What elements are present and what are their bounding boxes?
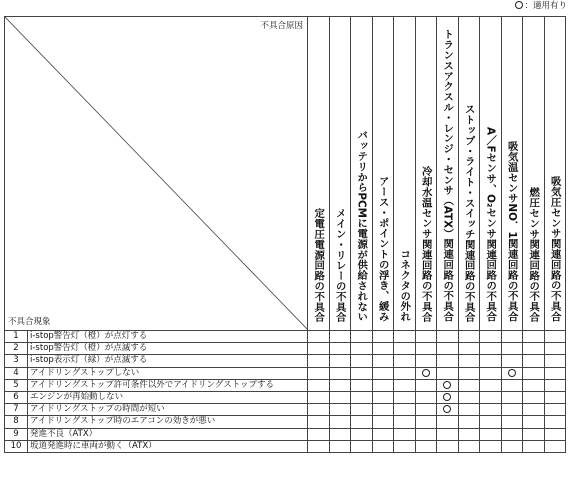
table-row — [5, 355, 566, 367]
mark-cell — [480, 331, 502, 343]
symptom-text: 坂道発進時に車両が動く（ATX） — [28, 440, 308, 452]
mark-cell — [394, 404, 416, 416]
mark-cell — [372, 331, 394, 343]
cause-label-text: 吸気温センサNO．1関連回路の不具合 — [505, 141, 518, 322]
mark-cell — [351, 367, 373, 379]
mark-cell — [437, 331, 459, 343]
cause-header-12 — [544, 17, 566, 331]
mark-cell — [458, 367, 480, 379]
mark-cell — [480, 404, 502, 416]
mark-cell — [437, 391, 459, 403]
table-row — [5, 404, 566, 416]
table-row — [5, 331, 566, 343]
row-number: 4 — [5, 367, 28, 379]
mark-cell — [501, 331, 523, 343]
mark-cell — [458, 404, 480, 416]
mark-cell — [351, 428, 373, 440]
mark-cell — [480, 343, 502, 355]
mark-cell — [394, 428, 416, 440]
row-number: 2 — [5, 343, 28, 355]
mark-cell — [415, 343, 437, 355]
row-number: 6 — [5, 391, 28, 403]
mark-cell — [308, 404, 330, 416]
mark-cell — [501, 391, 523, 403]
mark-cell — [458, 440, 480, 452]
mark-cell — [458, 416, 480, 428]
row-number: 8 — [5, 416, 28, 428]
cause-label-text: アース・ポイントの浮き、緩み — [376, 176, 389, 322]
row-number: 3 — [5, 355, 28, 367]
mark-cell — [458, 331, 480, 343]
mark-cell — [394, 440, 416, 452]
mark-cell — [501, 440, 523, 452]
symptom-text: 発進不良（ATX） — [28, 428, 308, 440]
mark-cell — [329, 367, 351, 379]
mark-cell — [544, 404, 566, 416]
cause-header-9 — [480, 17, 502, 331]
mark-cell — [480, 416, 502, 428]
cause-header-2 — [329, 17, 351, 331]
mark-cell — [523, 343, 545, 355]
table-row — [5, 367, 566, 379]
symptom-text: アイドリングストップしない — [28, 367, 308, 379]
circle-icon — [515, 1, 523, 9]
mark-cell — [329, 428, 351, 440]
mark-cell — [308, 343, 330, 355]
mark-cell — [437, 355, 459, 367]
mark-cell — [523, 416, 545, 428]
mark-cell — [437, 428, 459, 440]
cause-header-4 — [372, 17, 394, 331]
applicable-circle-icon — [422, 369, 430, 377]
mark-cell — [372, 355, 394, 367]
mark-cell — [480, 440, 502, 452]
mark-cell — [415, 367, 437, 379]
mark-cell — [544, 355, 566, 367]
applicable-circle-icon — [508, 369, 516, 377]
diagonal-header-cell — [5, 17, 308, 331]
mark-cell — [415, 416, 437, 428]
table-row — [5, 440, 566, 452]
row-number: 10 — [5, 440, 28, 452]
mark-cell — [394, 379, 416, 391]
mark-cell — [501, 379, 523, 391]
mark-cell — [523, 355, 545, 367]
applicable-circle-icon — [443, 381, 451, 389]
mark-cell — [523, 440, 545, 452]
mark-cell — [372, 404, 394, 416]
mark-cell — [458, 391, 480, 403]
mark-cell — [329, 391, 351, 403]
cause-label-text: A／Fセンサ、O₂センサ関連回路の不具合 — [484, 127, 497, 322]
cause-header-1 — [308, 17, 330, 331]
issue-label: 不具合現象 — [8, 317, 51, 327]
mark-cell — [329, 379, 351, 391]
mark-cell — [501, 404, 523, 416]
mark-cell — [480, 379, 502, 391]
symptom-text: アイドリングストップ許可条件以外でアイドリングストップする — [28, 379, 308, 391]
cause-label-text: 定電圧電源回路の不具合 — [312, 207, 325, 322]
mark-cell — [372, 379, 394, 391]
mark-cell — [308, 391, 330, 403]
mark-cell — [458, 343, 480, 355]
mark-cell — [458, 428, 480, 440]
mark-cell — [308, 379, 330, 391]
table-row — [5, 343, 566, 355]
legend-text: ：適用有り — [524, 1, 567, 11]
diagonal-line — [5, 17, 308, 330]
table-row — [5, 428, 566, 440]
cause-header-6 — [415, 17, 437, 331]
mark-cell — [329, 355, 351, 367]
mark-cell — [544, 343, 566, 355]
mark-cell — [458, 355, 480, 367]
mark-cell — [523, 367, 545, 379]
cause-label: 不具合原因 — [260, 21, 303, 31]
mark-cell — [308, 428, 330, 440]
mark-cell — [501, 367, 523, 379]
mark-cell — [480, 391, 502, 403]
mark-cell — [308, 440, 330, 452]
symptom-text: アイドリングストップの時間が短い — [28, 404, 308, 416]
mark-cell — [544, 367, 566, 379]
mark-cell — [523, 391, 545, 403]
row-number: 5 — [5, 379, 28, 391]
mark-cell — [437, 404, 459, 416]
cause-label-text: コネクタの外れ — [398, 249, 411, 322]
mark-cell — [544, 379, 566, 391]
mark-cell — [523, 428, 545, 440]
symptom-text: エンジンが再始動しない — [28, 391, 308, 403]
mark-cell — [544, 331, 566, 343]
cause-label-text: ストップ・ライト・スイッチ関連回路の不具合 — [462, 103, 475, 322]
row-number: 9 — [5, 428, 28, 440]
mark-cell — [415, 379, 437, 391]
mark-cell — [394, 391, 416, 403]
mark-cell — [501, 428, 523, 440]
cause-header-11 — [523, 17, 545, 331]
symptom-text: i-stop表示灯（緑）が点滅する — [28, 355, 308, 367]
cause-header-5 — [394, 17, 416, 331]
cause-label-text: 燃圧センサ関連回路の不具合 — [527, 186, 540, 322]
mark-cell — [351, 355, 373, 367]
mark-cell — [480, 355, 502, 367]
mark-cell — [372, 391, 394, 403]
mark-cell — [437, 379, 459, 391]
table-row — [5, 379, 566, 391]
row-number: 1 — [5, 331, 28, 343]
mark-cell — [480, 428, 502, 440]
mark-cell — [308, 367, 330, 379]
cause-label-text: 冷却水温センサ関連回路の不具合 — [419, 166, 432, 322]
mark-cell — [523, 331, 545, 343]
cause-header-3 — [351, 17, 373, 331]
diagnosis-matrix-table — [4, 16, 566, 453]
cause-header-10 — [501, 17, 523, 331]
mark-cell — [372, 343, 394, 355]
row-number: 7 — [5, 404, 28, 416]
mark-cell — [415, 404, 437, 416]
mark-cell — [544, 440, 566, 452]
mark-cell — [544, 428, 566, 440]
mark-cell — [544, 416, 566, 428]
mark-cell — [329, 416, 351, 428]
mark-cell — [523, 404, 545, 416]
mark-cell — [329, 343, 351, 355]
mark-cell — [458, 379, 480, 391]
mark-cell — [394, 343, 416, 355]
symptom-text: i-stop警告灯（橙）が点滅する — [28, 343, 308, 355]
mark-cell — [437, 367, 459, 379]
table-row — [5, 391, 566, 403]
header-row — [5, 17, 566, 331]
mark-cell — [372, 428, 394, 440]
mark-cell — [308, 416, 330, 428]
mark-cell — [437, 416, 459, 428]
legend — [515, 1, 567, 11]
mark-cell — [351, 416, 373, 428]
mark-cell — [329, 440, 351, 452]
mark-cell — [372, 367, 394, 379]
mark-cell — [480, 367, 502, 379]
applicable-circle-icon — [443, 393, 451, 401]
mark-cell — [394, 355, 416, 367]
mark-cell — [501, 355, 523, 367]
mark-cell — [523, 379, 545, 391]
mark-cell — [308, 331, 330, 343]
symptom-text: i-stop警告灯（橙）が点灯する — [28, 331, 308, 343]
mark-cell — [394, 367, 416, 379]
mark-cell — [351, 331, 373, 343]
symptom-text: アイドリングストップ時のエアコンの効きが悪い — [28, 416, 308, 428]
table-row — [5, 416, 566, 428]
mark-cell — [437, 343, 459, 355]
mark-cell — [501, 416, 523, 428]
mark-cell — [351, 343, 373, 355]
mark-cell — [501, 343, 523, 355]
mark-cell — [415, 391, 437, 403]
mark-cell — [372, 440, 394, 452]
cause-header-7 — [437, 17, 459, 331]
cause-label-text: バッテリからPCMに電源が供給されない — [355, 130, 368, 322]
mark-cell — [351, 404, 373, 416]
mark-cell — [415, 355, 437, 367]
cause-label-text: メイン・リレーの不具合 — [333, 207, 346, 322]
mark-cell — [544, 391, 566, 403]
mark-cell — [329, 404, 351, 416]
cause-header-8 — [458, 17, 480, 331]
mark-cell — [351, 391, 373, 403]
mark-cell — [415, 428, 437, 440]
mark-cell — [394, 331, 416, 343]
mark-cell — [329, 331, 351, 343]
cause-label-text: 吸気圧センサ関連回路の不具合 — [548, 176, 561, 322]
mark-cell — [351, 379, 373, 391]
mark-cell — [394, 416, 416, 428]
mark-cell — [372, 416, 394, 428]
mark-cell — [415, 331, 437, 343]
mark-cell — [308, 355, 330, 367]
applicable-circle-icon — [443, 405, 451, 413]
mark-cell — [351, 440, 373, 452]
mark-cell — [415, 440, 437, 452]
mark-cell — [437, 440, 459, 452]
cause-label-text: トランスアクスル・レンジ・センサ（ATX）関連回路の不具合 — [441, 29, 454, 322]
